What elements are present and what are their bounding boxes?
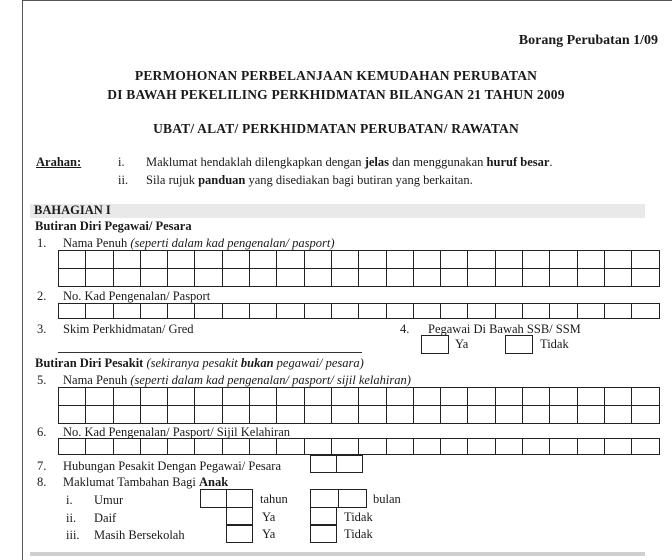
char-box[interactable] — [631, 268, 659, 287]
form-number: Borang Perubatan 1/09 — [518, 33, 658, 48]
char-box[interactable] — [222, 405, 250, 424]
q3-label: Skim Perkhidmatan/ Gred — [63, 322, 194, 336]
q8-sub-1-number: i. — [66, 493, 73, 507]
q8-sub-3-number: iii. — [66, 528, 80, 542]
char-box[interactable] — [522, 438, 550, 455]
char-box[interactable] — [604, 405, 632, 424]
full-name-row-2[interactable] — [58, 268, 659, 287]
char-box[interactable] — [413, 268, 441, 287]
form-subtitle: UBAT/ ALAT/ PERKHIDMATAN PERUBATAN/ RAWATAN — [153, 121, 519, 136]
char-box[interactable] — [495, 303, 523, 319]
char-box[interactable] — [495, 250, 523, 269]
char-box[interactable] — [222, 250, 250, 269]
char-box[interactable] — [140, 268, 168, 287]
q7-label: Hubungan Pesakit Dengan Pegawai/ Pesara — [63, 459, 281, 473]
char-box[interactable] — [440, 303, 468, 319]
q5-number: 5. — [37, 373, 47, 387]
ic-number-field[interactable] — [58, 303, 659, 319]
char-box[interactable] — [113, 303, 141, 319]
char-box[interactable] — [85, 387, 113, 406]
char-box[interactable] — [85, 268, 113, 287]
char-box[interactable] — [276, 438, 304, 455]
char-box[interactable] — [549, 438, 577, 455]
char-box[interactable] — [222, 387, 250, 406]
char-box[interactable] — [85, 405, 113, 424]
char-box[interactable] — [113, 438, 141, 455]
char-box[interactable] — [386, 387, 414, 406]
patient-name-row-2[interactable] — [58, 405, 659, 424]
daif-yes-label: Ya — [262, 510, 276, 524]
q6-label: No. Kad Pengenalan/ Pasport/ Sijil Kelahiran — [63, 425, 291, 439]
char-box[interactable] — [358, 438, 386, 455]
q1-label: Nama Penuh (seperti dalam kad pengenalan/ pasport) — [63, 236, 335, 250]
char-box[interactable] — [222, 303, 250, 319]
char-box[interactable] — [549, 303, 577, 319]
char-box[interactable] — [331, 303, 359, 319]
char-box[interactable] — [413, 303, 441, 319]
char-box[interactable] — [631, 387, 659, 406]
char-box[interactable] — [167, 438, 195, 455]
char-box[interactable] — [194, 268, 222, 287]
q1-number: 1. — [37, 236, 47, 250]
char-box[interactable] — [310, 455, 337, 473]
patient-name-row-1[interactable] — [58, 387, 659, 406]
char-box[interactable] — [140, 387, 168, 406]
char-box[interactable] — [58, 438, 86, 455]
q4-number: 4. — [400, 322, 410, 336]
q2-number: 2. — [37, 289, 47, 303]
char-box[interactable] — [140, 250, 168, 269]
char-box[interactable] — [604, 387, 632, 406]
q8-sub-2-label: Daif — [94, 511, 117, 525]
char-box[interactable] — [222, 438, 250, 455]
char-box[interactable] — [304, 387, 332, 406]
form-title-line2: DI BAWAH PEKELILING PERKHIDMATAN BILANGAN 21 TAHUN 2009 — [107, 87, 565, 102]
char-box[interactable] — [113, 268, 141, 287]
months-label: bulan — [373, 492, 401, 506]
char-box[interactable] — [58, 250, 86, 269]
char-box[interactable] — [331, 387, 359, 406]
char-box[interactable] — [495, 268, 523, 287]
char-box[interactable] — [304, 438, 332, 455]
char-box[interactable] — [549, 405, 577, 424]
char-box[interactable] — [58, 268, 86, 287]
char-box[interactable] — [440, 268, 468, 287]
char-box[interactable] — [194, 303, 222, 319]
char-box[interactable] — [413, 250, 441, 269]
char-box[interactable] — [413, 405, 441, 424]
char-box[interactable] — [577, 405, 605, 424]
direction-num-1: i. — [118, 155, 125, 169]
employee-heading: Butiran Diri Pegawai/ Pesara — [35, 219, 192, 233]
char-box[interactable] — [113, 250, 141, 269]
char-box[interactable] — [467, 268, 495, 287]
char-box[interactable] — [85, 250, 113, 269]
char-box[interactable] — [167, 387, 195, 406]
ssb-no-label: Tidak — [540, 337, 569, 351]
char-box[interactable] — [440, 250, 468, 269]
char-box[interactable] — [467, 250, 495, 269]
direction-num-2: ii. — [118, 173, 129, 187]
char-box[interactable] — [577, 303, 605, 319]
char-box[interactable] — [358, 303, 386, 319]
char-box[interactable] — [276, 405, 304, 424]
char-box[interactable] — [167, 405, 195, 424]
q7-number: 7. — [37, 459, 47, 473]
char-box[interactable] — [358, 250, 386, 269]
q6-number: 6. — [37, 425, 47, 439]
char-box[interactable] — [577, 438, 605, 455]
q5-label: Nama Penuh (seperti dalam kad pengenalan/ pasport/ sijil kelahiran) — [63, 373, 411, 387]
ssb-no-checkbox[interactable] — [505, 335, 533, 354]
char-box[interactable] — [249, 387, 277, 406]
char-box[interactable] — [604, 268, 632, 287]
char-box[interactable] — [495, 438, 523, 455]
char-box[interactable] — [549, 387, 577, 406]
section-title: BAHAGIAN I — [34, 203, 111, 217]
char-box[interactable] — [549, 250, 577, 269]
char-box[interactable] — [140, 303, 168, 319]
char-box[interactable] — [276, 268, 304, 287]
char-box[interactable] — [467, 438, 495, 455]
char-box[interactable] — [194, 250, 222, 269]
char-box[interactable] — [331, 250, 359, 269]
char-box[interactable] — [113, 387, 141, 406]
char-box[interactable] — [113, 405, 141, 424]
patient-heading: Butiran Diri Pesakit (sekiranya pesakit bukan pegawai/ pesara) — [35, 356, 364, 370]
char-box[interactable] — [522, 387, 550, 406]
char-box[interactable] — [331, 268, 359, 287]
char-box[interactable] — [249, 438, 277, 455]
full-name-row-1[interactable] — [58, 250, 659, 269]
char-box[interactable] — [140, 405, 168, 424]
char-box[interactable] — [495, 405, 523, 424]
char-box[interactable] — [249, 250, 277, 269]
scheme-grade-line[interactable] — [58, 352, 362, 353]
char-box[interactable] — [336, 455, 363, 473]
char-box[interactable] — [440, 405, 468, 424]
char-box[interactable] — [413, 387, 441, 406]
char-box[interactable] — [631, 438, 659, 455]
char-box[interactable] — [467, 387, 495, 406]
char-box[interactable] — [467, 303, 495, 319]
char-box[interactable] — [304, 405, 332, 424]
char-box[interactable] — [304, 250, 332, 269]
char-box[interactable] — [194, 387, 222, 406]
char-box[interactable] — [331, 405, 359, 424]
form-title-line1: PERMOHONAN PERBELANJAAN KEMUDAHAN PERUBATAN — [134, 68, 538, 83]
char-box[interactable] — [549, 268, 577, 287]
char-box[interactable] — [386, 303, 414, 319]
q8-sub-1-label: Umur — [94, 493, 124, 507]
char-box[interactable] — [631, 303, 659, 319]
daif-no-label: Tidak — [344, 510, 373, 524]
relationship-field[interactable] — [310, 455, 362, 473]
char-box[interactable] — [522, 268, 550, 287]
char-box[interactable] — [226, 489, 253, 508]
q8-number: 8. — [37, 475, 47, 489]
char-box[interactable] — [440, 387, 468, 406]
char-box[interactable] — [522, 405, 550, 424]
school-yes-checkbox[interactable] — [226, 524, 253, 543]
char-box[interactable] — [604, 438, 632, 455]
char-box[interactable] — [386, 405, 414, 424]
direction-text-1: Maklumat hendaklah dilengkapkan dengan jelas dan menggunakan huruf besar. — [146, 155, 553, 169]
char-box[interactable] — [249, 268, 277, 287]
char-box[interactable] — [276, 250, 304, 269]
char-box[interactable] — [522, 250, 550, 269]
char-box[interactable] — [85, 438, 113, 455]
char-box[interactable] — [522, 303, 550, 319]
directions-label: Arahan: — [36, 155, 82, 169]
char-box[interactable] — [631, 250, 659, 269]
char-box[interactable] — [577, 268, 605, 287]
char-box[interactable] — [58, 303, 86, 319]
char-box[interactable] — [58, 405, 86, 424]
q3-number: 3. — [37, 322, 47, 336]
char-box[interactable] — [200, 489, 227, 508]
char-box[interactable] — [276, 303, 304, 319]
school-yes-label: Ya — [262, 527, 276, 541]
ssb-yes-label: Ya — [455, 337, 469, 351]
school-no-label: Tidak — [344, 527, 373, 541]
char-box[interactable] — [467, 405, 495, 424]
age-years-field[interactable] — [200, 489, 252, 508]
char-box[interactable] — [276, 387, 304, 406]
age-months-field[interactable] — [310, 489, 366, 508]
char-box[interactable] — [85, 303, 113, 319]
char-box[interactable] — [358, 268, 386, 287]
school-no-checkbox[interactable] — [310, 524, 337, 543]
char-box[interactable] — [331, 438, 359, 455]
char-box[interactable] — [58, 387, 86, 406]
q2-label: No. Kad Pengenalan/ Pasport — [63, 289, 211, 303]
ssb-yes-checkbox[interactable] — [421, 335, 449, 354]
char-box[interactable] — [604, 303, 632, 319]
q8-label: Maklumat Tambahan Bagi Anak — [63, 475, 229, 489]
char-box[interactable] — [304, 268, 332, 287]
char-box[interactable] — [194, 405, 222, 424]
q4-label: Pegawai Di Bawah SSB/ SSM — [428, 322, 581, 336]
char-box[interactable] — [222, 268, 250, 287]
char-box[interactable] — [358, 387, 386, 406]
char-box[interactable] — [577, 250, 605, 269]
char-box[interactable] — [358, 405, 386, 424]
char-box[interactable] — [386, 250, 414, 269]
char-box[interactable] — [386, 268, 414, 287]
char-box[interactable] — [386, 438, 414, 455]
char-box[interactable] — [167, 303, 195, 319]
char-box[interactable] — [194, 438, 222, 455]
char-box[interactable] — [249, 303, 277, 319]
char-box[interactable] — [631, 405, 659, 424]
q8-sub-2-number: ii. — [66, 511, 77, 525]
section-header — [30, 204, 645, 218]
char-box[interactable] — [304, 303, 332, 319]
char-box[interactable] — [577, 387, 605, 406]
char-box[interactable] — [604, 250, 632, 269]
char-box[interactable] — [413, 438, 441, 455]
char-box[interactable] — [140, 438, 168, 455]
char-box[interactable] — [440, 438, 468, 455]
char-box[interactable] — [310, 489, 339, 508]
char-box[interactable] — [495, 387, 523, 406]
patient-ic-field[interactable] — [58, 438, 659, 455]
char-box[interactable] — [167, 268, 195, 287]
char-box[interactable] — [249, 405, 277, 424]
char-box[interactable] — [167, 250, 195, 269]
years-label: tahun — [260, 492, 288, 506]
section-divider — [30, 552, 645, 556]
direction-text-2: Sila rujuk panduan yang disediakan bagi butiran yang berkaitan. — [146, 173, 473, 187]
char-box[interactable] — [338, 489, 367, 508]
q8-sub-3-label: Masih Bersekolah — [94, 528, 185, 542]
